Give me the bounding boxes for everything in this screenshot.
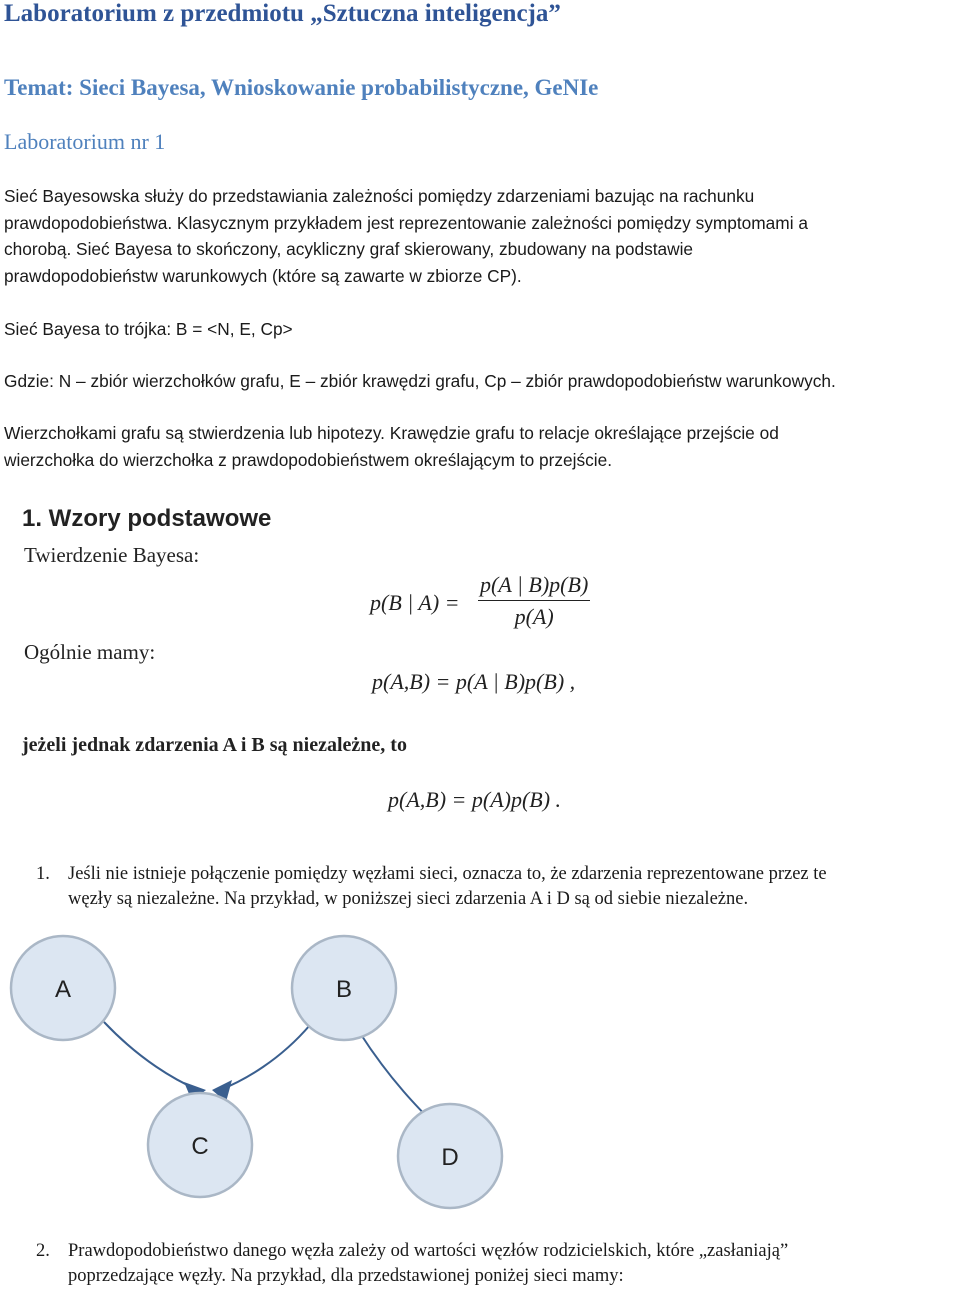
list-line: węzły są niezależne. Na przykład, w poniższej sieci zdarzenia A i D są od siebie niezależne. — [68, 889, 749, 909]
bayes-denominator: p(A) — [514, 604, 554, 629]
network-svg — [0, 930, 960, 1220]
lab-number-heading: Laboratorium nr 1 — [4, 129, 166, 154]
vertices-line: wierzchołka do wierzchołka z prawdopodobieństwem określającym to przejście. — [4, 449, 612, 470]
where-text: Gdzie: N – zbiór wierzchołków grafu, E – zbiór krawędzi grafu, Cp – zbiór prawdopodobieństw warunkowych. — [4, 371, 836, 391]
list-line: Jeśli nie istnieje połączenie pomiędzy węzłami sieci, oznacza to, że zdarzenia reprezentowane przez te — [68, 864, 827, 884]
vertices-line: Wierzchołkami grafu są stwierdzenia lub hipotezy. Krawędzie grafu to relacje określające przejście od — [4, 423, 779, 443]
general-label: Ogólnie mamy: — [24, 640, 156, 664]
edge-b-c — [220, 1025, 310, 1090]
edge-a-c — [104, 1022, 198, 1090]
vertices-paragraph — [4, 420, 959, 473]
independence-label: jeżeli jednak zdarzenia A i B są niezależne, to — [22, 734, 407, 756]
formulas-figure — [0, 495, 960, 835]
bayes-fraction — [478, 572, 590, 630]
general-equation: p(A,B) = p(A | B)p(B) , — [372, 669, 576, 694]
node-a-label: A — [54, 976, 72, 1003]
list-line: Prawdopodobieństwo danego węzła zależy od wartości węzłów rodzicielskich, które „zasłaniają” — [68, 1241, 789, 1261]
triple-definition — [4, 316, 959, 343]
where-definition — [4, 368, 959, 395]
document-title: Laboratorium z przedmiotu „Sztuczna inteligencja” — [4, 0, 561, 27]
formulas-heading: 1. Wzory podstawowe — [22, 505, 272, 532]
intro-line: chorobą. Sieć Bayesa to skończony, acykliczny graf skierowany, zbudowany na podstawie — [4, 239, 694, 259]
bayes-lhs: p(B | A) = — [370, 590, 460, 615]
bayes-numerator: p(A | B)p(B) — [478, 572, 590, 601]
list-line: poprzedzające węzły. Na przykład, dla przedstawionej poniżej sieci mamy: — [68, 1266, 624, 1286]
intro-line: prawdopodobieństwa. Klasycznym przykładem jest reprezentowanie zależności pomiędzy symptomami a — [4, 212, 808, 233]
triple-text: Sieć Bayesa to trójka: B = <N, E, Cp> — [4, 319, 293, 339]
intro-line: prawdopodobieństw warunkowych (które są zawarte w zbiorze CP). — [4, 265, 522, 286]
bayes-network-graph — [0, 930, 960, 1220]
node-d-label: D — [441, 1144, 459, 1171]
bayes-theorem-label: Twierdzenie Bayesa: — [24, 543, 200, 567]
list-number: 1. — [36, 864, 50, 884]
intro-paragraph — [4, 183, 959, 289]
intro-line: Sieć Bayesowska służy do przedstawiania zależności pomiędzy zdarzeniami bazując na rachunku — [4, 186, 755, 206]
node-c-label: C — [191, 1133, 209, 1160]
list-number: 2. — [36, 1241, 50, 1261]
topic-heading: Temat: Sieci Bayesa, Wnioskowanie probabilistyczne, GeNIe — [4, 75, 599, 100]
node-b-label: B — [335, 976, 353, 1003]
independence-equation: p(A,B) = p(A)p(B) . — [388, 787, 562, 812]
